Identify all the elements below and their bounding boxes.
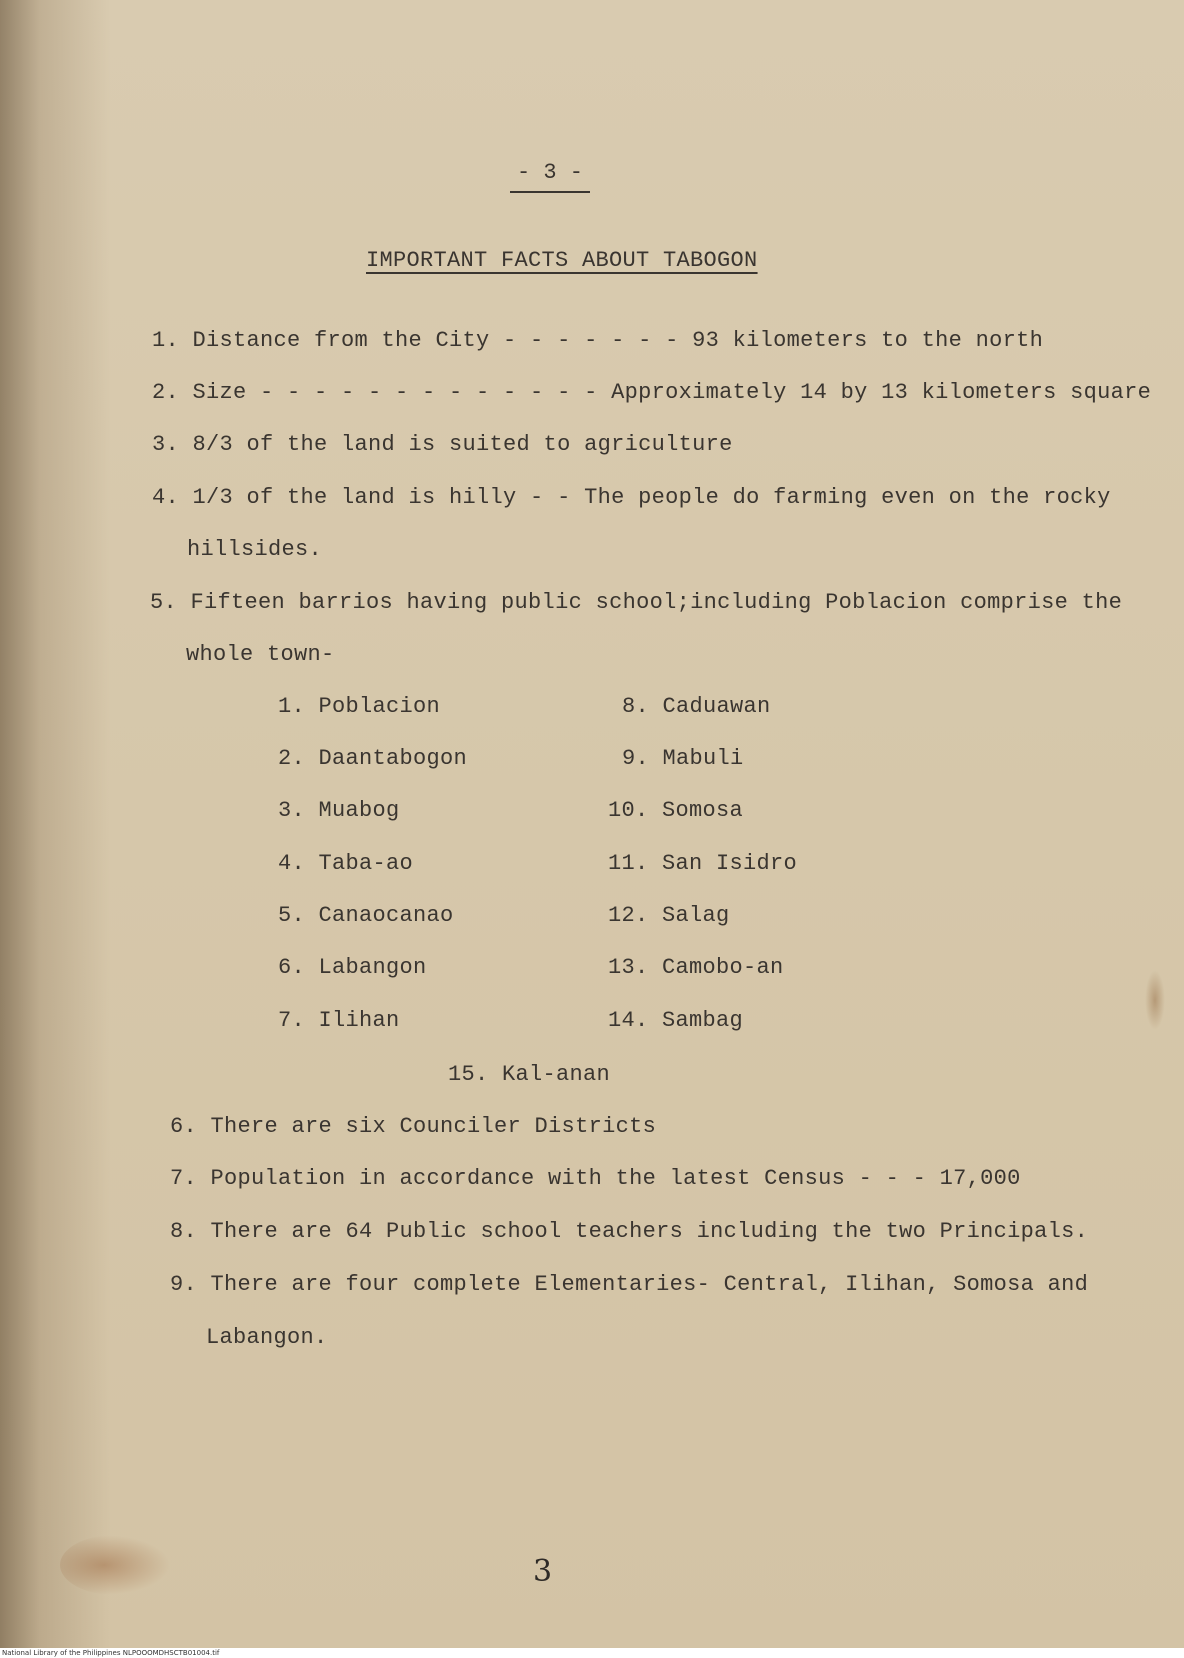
archive-footer: National Library of the Philippines NLPOOOMDHSCTB01004.tif — [0, 1648, 1184, 1658]
barrio-item: 8. Caduawan — [622, 694, 771, 719]
fact-8: 8. There are 64 Public school teachers including the two Principals. — [170, 1219, 1089, 1244]
fact-2: 2. Size - - - - - - - - - - - - - Approximately 14 by 13 kilometers square — [152, 380, 1152, 405]
barrio-item: 12. Salag — [608, 903, 730, 928]
page-title: IMPORTANT FACTS ABOUT TABOGON — [366, 248, 758, 273]
barrio-item: 6. Labangon — [278, 955, 427, 980]
fact-4-continued: hillsides. — [187, 537, 323, 562]
page-number-top: - 3 - — [510, 160, 590, 193]
fact-1: 1. Distance from the City - - - - - - - 93 kilometers to the north — [152, 328, 1044, 353]
barrio-item-last: 15. Kal-anan — [448, 1062, 611, 1087]
barrio-item: 14. Sambag — [608, 1008, 744, 1033]
barrio-item: 3. Muabog — [278, 798, 400, 823]
barrio-item: 2. Daantabogon — [278, 746, 468, 771]
barrio-item: 10. Somosa — [608, 798, 744, 823]
fact-7: 7. Population in accordance with the latest Census - - - 17,000 — [170, 1166, 1021, 1191]
barrio-item: 5. Canaocanao — [278, 903, 454, 928]
barrio-item: 1. Poblacion — [278, 694, 441, 719]
barrio-item: 9. Mabuli — [622, 746, 744, 771]
barrio-item: 11. San Isidro — [608, 851, 798, 876]
fact-5: 5. Fifteen barrios having public school;including Poblacion comprise the — [150, 590, 1123, 615]
fact-6: 6. There are six Counciler Districts — [170, 1114, 657, 1139]
barrio-item: 4. Taba-ao — [278, 851, 414, 876]
barrio-item: 13. Camobo-an — [608, 955, 784, 980]
page-number-handwritten: 3 — [533, 1554, 553, 1589]
paper-stain — [1145, 970, 1165, 1030]
fact-4: 4. 1/3 of the land is hilly - - The people do farming even on the rocky — [152, 485, 1111, 510]
fact-9: 9. There are four complete Elementaries- Central, Ilihan, Somosa and — [170, 1272, 1089, 1297]
fact-3: 3. 8/3 of the land is suited to agriculture — [152, 432, 733, 457]
barrio-item: 7. Ilihan — [278, 1008, 400, 1033]
bleed-through — [30, 72, 44, 97]
fact-9-continued: Labangon. — [206, 1325, 328, 1350]
paper-stain — [60, 1535, 170, 1595]
fact-5-continued: whole town- — [186, 642, 335, 667]
